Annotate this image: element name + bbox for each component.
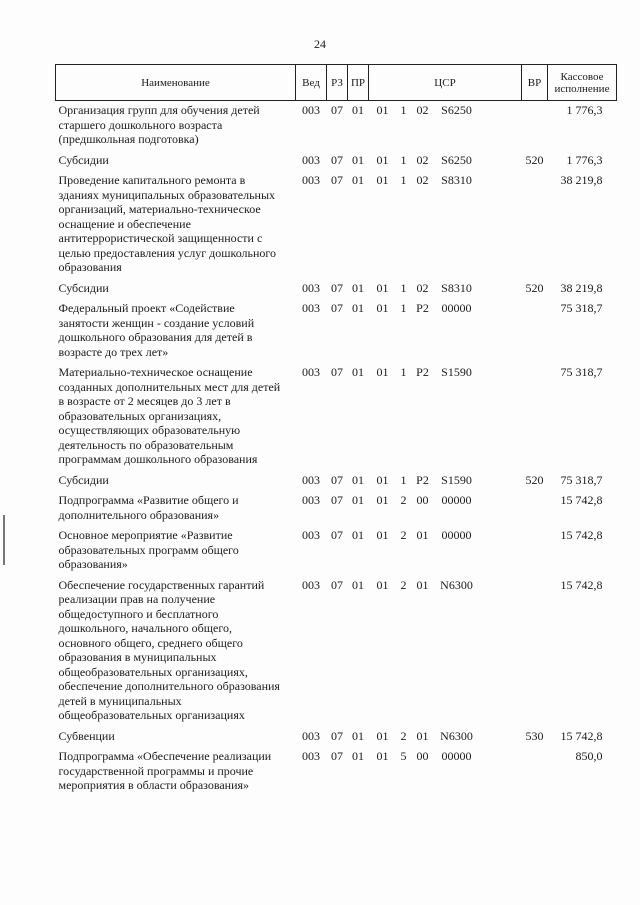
page-number: 24 xyxy=(314,37,326,51)
row-csr xyxy=(369,101,522,151)
csr-subprogram: 1 xyxy=(400,280,407,295)
header-rz: РЗ xyxy=(327,65,348,101)
row-rz: 07 xyxy=(331,103,343,117)
row-rz: 07 xyxy=(331,749,343,763)
csr-program: 01 xyxy=(376,152,389,167)
row-vr xyxy=(522,491,548,526)
row-sum: 75 318,7 xyxy=(560,472,603,487)
row-name: Проведение капитального ремонта в зданиях муниципальных образовательных организаций, материально-техническое оснащение и обеспечение антитеррористической защищенности с целью предоставления услуг дошкольного образования xyxy=(58,173,277,274)
row-name: Субвенции xyxy=(58,728,115,743)
row-csr xyxy=(369,363,522,471)
row-ved: 003 xyxy=(302,728,320,743)
row-ved: 003 xyxy=(302,528,320,542)
row-name: Федеральный проект «Содействие занятости женщин - создание условий дошкольного образования для детей в возрасте до трех лет» xyxy=(58,301,255,359)
row-pr: 01 xyxy=(352,749,364,763)
row-sum: 850,0 xyxy=(575,749,603,763)
csr-direction: S6250 xyxy=(441,103,472,117)
row-csr xyxy=(369,299,522,363)
row-name: Материально-техническое оснащение созданных дополнительных мест для детей в возрасте от 2 месяцев до 3 лет в образовательных организациях, осуществляющих образовательную деятельность по образовательным программам дошкольного образования xyxy=(58,365,281,466)
row-sum: 15 742,8 xyxy=(560,528,603,542)
csr-program: 01 xyxy=(376,528,389,542)
table-row xyxy=(56,491,617,526)
header-pr: ПР xyxy=(348,65,369,101)
csr-program: 01 xyxy=(376,301,389,315)
csr-direction: 00000 xyxy=(441,493,472,507)
row-pr: 01 xyxy=(352,280,364,295)
row-name: Субсидии xyxy=(58,472,109,487)
row-pr: 01 xyxy=(352,577,364,592)
table-row xyxy=(56,279,617,300)
csr-direction: S1590 xyxy=(441,472,472,487)
csr-direction: N6300 xyxy=(440,728,473,743)
row-ved: 003 xyxy=(302,152,320,167)
row-rz: 07 xyxy=(331,577,343,592)
csr-program: 01 xyxy=(376,577,389,592)
row-rz: 07 xyxy=(331,301,343,315)
row-sum: 75 318,7 xyxy=(560,365,603,379)
csr-event: 00 xyxy=(416,493,429,507)
row-sum: 75 318,7 xyxy=(560,301,603,315)
csr-direction: N6300 xyxy=(440,577,473,592)
row-name: Субсидии xyxy=(58,152,109,167)
csr-event: 01 xyxy=(416,528,429,542)
row-ved: 003 xyxy=(302,173,320,187)
row-ved: 003 xyxy=(302,577,320,592)
row-pr: 01 xyxy=(352,728,364,743)
row-csr xyxy=(369,151,522,172)
table-row xyxy=(56,526,617,576)
budget-table xyxy=(55,64,617,797)
csr-direction: S6250 xyxy=(441,152,472,167)
row-name: Обеспечение государственных гарантий реализации прав на получение общедоступного и бесплатного дошкольного, начального общего, основного общего, среднего общего образования в муниципальных общеобразовательных организациях, обеспечение дополнительного образования детей в муниципальных общеобразовательных организациях xyxy=(58,577,280,722)
csr-program: 01 xyxy=(376,728,389,743)
csr-subprogram: 1 xyxy=(400,103,407,117)
table-row xyxy=(56,727,617,748)
row-pr: 01 xyxy=(352,152,364,167)
row-csr xyxy=(369,491,522,526)
row-ved: 003 xyxy=(302,472,320,487)
row-ved: 003 xyxy=(302,280,320,295)
header-sum: Кассовое исполнение xyxy=(548,65,617,101)
row-csr xyxy=(369,576,522,727)
csr-program: 01 xyxy=(376,472,389,487)
row-name: Подпрограмма «Развитие общего и дополнительного образования» xyxy=(58,493,239,522)
row-ved: 003 xyxy=(302,749,320,763)
csr-direction: S8310 xyxy=(441,173,472,187)
csr-direction: 00000 xyxy=(441,301,472,315)
row-sum: 15 742,8 xyxy=(560,728,603,743)
row-vr xyxy=(522,171,548,279)
row-pr: 01 xyxy=(352,301,364,315)
csr-event: 00 xyxy=(416,749,429,763)
row-pr: 01 xyxy=(352,493,364,507)
row-name: Организация групп для обучения детей старшего дошкольного возраста (предшкольная подготовка) xyxy=(58,103,260,146)
csr-subprogram: 1 xyxy=(400,152,407,167)
csr-event: 01 xyxy=(416,728,429,743)
header-ved: Вед xyxy=(296,65,327,101)
csr-direction: 00000 xyxy=(441,528,472,542)
row-rz: 07 xyxy=(331,728,343,743)
csr-subprogram: 2 xyxy=(400,728,407,743)
row-rz: 07 xyxy=(331,173,343,187)
csr-program: 01 xyxy=(376,365,389,379)
csr-subprogram: 1 xyxy=(400,173,407,187)
csr-event: P2 xyxy=(416,365,429,379)
table-row xyxy=(56,101,617,151)
row-rz: 07 xyxy=(331,493,343,507)
csr-direction: S8310 xyxy=(441,280,472,295)
row-csr xyxy=(369,747,522,797)
table-row xyxy=(56,747,617,797)
table-row xyxy=(56,363,617,471)
header-vr: ВР xyxy=(522,65,548,101)
table-row xyxy=(56,171,617,279)
csr-program: 01 xyxy=(376,749,389,763)
csr-subprogram: 2 xyxy=(400,493,407,507)
row-pr: 01 xyxy=(352,103,364,117)
row-name: Подпрограмма «Обеспечение реализации государственной программы и прочие мероприятия в области образования» xyxy=(58,749,272,792)
table-row xyxy=(56,471,617,492)
row-sum: 15 742,8 xyxy=(560,493,603,507)
csr-direction: S1590 xyxy=(441,365,472,379)
row-csr xyxy=(369,526,522,576)
row-rz: 07 xyxy=(331,280,343,295)
row-sum: 1 776,3 xyxy=(566,152,603,167)
row-vr xyxy=(522,576,548,727)
row-pr: 01 xyxy=(352,528,364,542)
row-rz: 07 xyxy=(331,152,343,167)
row-csr xyxy=(369,171,522,279)
row-sum: 38 219,8 xyxy=(560,173,603,187)
row-vr: 520 xyxy=(525,280,544,295)
row-sum: 38 219,8 xyxy=(560,280,603,295)
row-name: Субсидии xyxy=(58,280,109,295)
table-header-row xyxy=(56,65,617,101)
csr-subprogram: 2 xyxy=(400,528,407,542)
row-rz: 07 xyxy=(331,365,343,379)
csr-event: P2 xyxy=(416,301,429,315)
csr-subprogram: 5 xyxy=(400,749,407,763)
row-ved: 003 xyxy=(302,365,320,379)
csr-event: P2 xyxy=(416,472,429,487)
csr-event: 02 xyxy=(416,280,429,295)
row-ved: 003 xyxy=(302,493,320,507)
row-ved: 003 xyxy=(302,103,320,117)
header-csr: ЦСР xyxy=(369,65,522,101)
csr-event: 02 xyxy=(416,152,429,167)
row-vr xyxy=(522,526,548,576)
row-pr: 01 xyxy=(352,365,364,379)
csr-event: 01 xyxy=(416,577,429,592)
table-body xyxy=(56,101,617,797)
row-pr: 01 xyxy=(352,173,364,187)
row-pr: 01 xyxy=(352,472,364,487)
row-rz: 07 xyxy=(331,472,343,487)
row-rz: 07 xyxy=(331,528,343,542)
csr-program: 01 xyxy=(376,173,389,187)
row-vr: 530 xyxy=(525,728,544,743)
row-csr xyxy=(369,471,522,492)
table-row xyxy=(56,151,617,172)
csr-subprogram: 2 xyxy=(400,577,407,592)
csr-subprogram: 1 xyxy=(400,301,407,315)
row-vr xyxy=(522,299,548,363)
row-vr: 520 xyxy=(525,472,544,487)
row-csr xyxy=(369,279,522,300)
header-name: Наименование xyxy=(56,65,296,101)
table-row xyxy=(56,299,617,363)
row-name: Основное мероприятие «Развитие образовательных программ общего образования» xyxy=(58,528,239,571)
csr-event: 02 xyxy=(416,103,429,117)
row-vr: 520 xyxy=(525,152,544,167)
csr-direction: 00000 xyxy=(441,749,472,763)
row-sum: 1 776,3 xyxy=(566,103,603,117)
csr-program: 01 xyxy=(376,493,389,507)
row-ved: 003 xyxy=(302,301,320,315)
row-vr xyxy=(522,363,548,471)
csr-program: 01 xyxy=(376,280,389,295)
table-row xyxy=(56,576,617,727)
csr-program: 01 xyxy=(376,103,389,117)
row-csr xyxy=(369,727,522,748)
row-vr xyxy=(522,747,548,797)
scan-margin-mark xyxy=(3,515,5,565)
row-sum: 15 742,8 xyxy=(560,577,603,592)
csr-subprogram: 1 xyxy=(400,472,407,487)
row-vr xyxy=(522,101,548,151)
csr-subprogram: 1 xyxy=(400,365,407,379)
csr-event: 02 xyxy=(416,173,429,187)
